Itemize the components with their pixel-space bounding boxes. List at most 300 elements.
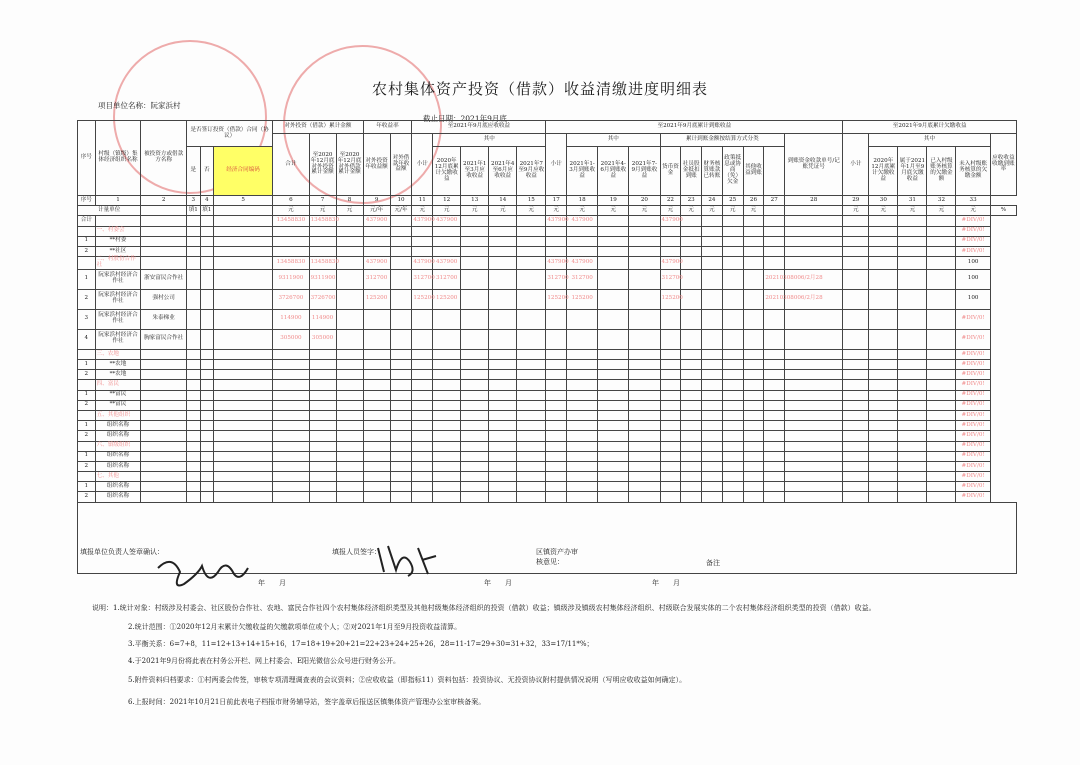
table-cell: [363, 309, 390, 329]
table-cell: 125200: [567, 289, 598, 309]
table-cell: [433, 472, 461, 482]
table-cell: 2: [78, 289, 96, 309]
column-number: 14: [489, 196, 517, 206]
table-cell: [461, 370, 489, 380]
table-cell: [681, 390, 702, 400]
table-cell: [785, 349, 843, 359]
table-cell: 100: [956, 269, 990, 289]
table-cell: [927, 431, 956, 441]
table-cell: [843, 492, 869, 502]
footnote-line: 4.于2021年9月份将此表在村务公开栏、网上村委会、E阳光微信公众号进行财务公开。: [128, 657, 401, 665]
table-cell: [363, 226, 390, 236]
table-row: [78, 472, 1017, 482]
table-cell: [200, 410, 214, 420]
table-cell: [433, 410, 461, 420]
table-cell: [743, 400, 764, 410]
table-cell: 125200: [546, 289, 567, 309]
table-cell: [785, 390, 843, 400]
column-number: 7: [309, 196, 336, 206]
table-cell: [629, 390, 660, 400]
table-cell: [187, 349, 201, 359]
table-cell: [336, 390, 363, 400]
table-cell: [598, 349, 629, 359]
table-cell: [546, 390, 567, 400]
table-cell: [489, 421, 517, 431]
table-cell: [660, 390, 681, 400]
table-cell: 1: [78, 482, 96, 492]
table-cell: [785, 380, 843, 390]
table-cell: [927, 236, 956, 246]
hdr-paid-group: 至2021年9月底累计到账收益: [546, 121, 843, 134]
table-cell: [309, 482, 336, 492]
hdr-total-invest: 对外投资（借款）累计金额: [273, 121, 363, 134]
table-cell: #DIV/0!: [956, 441, 990, 451]
table-row: [78, 441, 1017, 451]
table-row: [78, 257, 1017, 270]
table-cell: #DIV/0!: [956, 400, 990, 410]
table-cell: [517, 431, 546, 441]
footnote-line: 2.统计范围：①2020年12月末累计欠缴收益的欠缴款项单位或个人；②对2021年1月至9月投资收益清算。: [128, 623, 462, 631]
hdr-seq: 序号: [78, 121, 96, 196]
table-cell: [390, 492, 412, 502]
table-cell: [567, 329, 598, 349]
table-cell: 13458830: [273, 257, 309, 270]
column-number: 19: [598, 196, 629, 206]
table-cell: [363, 472, 390, 482]
table-cell: [309, 226, 336, 236]
unit-label-text: 项目单位名称：: [98, 101, 151, 110]
table-cell: [546, 329, 567, 349]
table-row: [78, 400, 1017, 410]
table-cell: [390, 309, 412, 329]
table-row: [78, 421, 1017, 431]
table-cell: [200, 492, 214, 502]
table-cell: [843, 236, 869, 246]
table-cell: [141, 441, 187, 451]
table-cell: #DIV/0!: [956, 380, 990, 390]
table-cell: [702, 226, 723, 236]
table-cell: [927, 441, 956, 451]
table-cell: [461, 410, 489, 420]
table-cell: [702, 269, 723, 289]
table-cell: [567, 246, 598, 256]
table-cell: [517, 309, 546, 329]
table-cell: [390, 400, 412, 410]
table-cell: [869, 289, 898, 309]
table-cell: [898, 492, 927, 502]
table-cell: [273, 380, 309, 390]
table-cell: #DIV/0!: [956, 431, 990, 441]
table-cell: [843, 329, 869, 349]
table-cell: [309, 246, 336, 256]
table-cell: [363, 236, 390, 246]
table-cell: [702, 257, 723, 270]
table-cell: [702, 482, 723, 492]
hdr-no: 否: [200, 147, 214, 196]
stat-date: 截止日期：2021年9月底: [423, 114, 507, 123]
table-cell: [567, 482, 598, 492]
table-cell: [927, 216, 956, 226]
column-number: 13: [461, 196, 489, 206]
table-cell: [363, 390, 390, 400]
table-cell: [517, 360, 546, 370]
table-cell: [702, 472, 723, 482]
table-cell: [461, 400, 489, 410]
table-cell: [412, 236, 433, 246]
table-row: [78, 370, 1017, 380]
table-cell: [187, 370, 201, 380]
table-cell: [214, 461, 273, 471]
hdr-20: 2021年7-9月到账收益: [629, 147, 660, 196]
table-cell: [898, 309, 927, 329]
table-cell: [660, 380, 681, 390]
table-cell: [309, 472, 336, 482]
table-cell: 1: [78, 360, 96, 370]
table-cell: [567, 380, 598, 390]
table-cell: [433, 421, 461, 431]
table-cell: [598, 441, 629, 451]
table-cell: [660, 482, 681, 492]
table-cell: [743, 421, 764, 431]
table-cell: [702, 309, 723, 329]
table-cell: [214, 451, 273, 461]
table-cell: [461, 269, 489, 289]
table-cell: [336, 482, 363, 492]
table-cell: [390, 461, 412, 471]
table-cell: [660, 309, 681, 329]
table-cell: [461, 329, 489, 349]
table-cell: [309, 390, 336, 400]
table-cell: 五、其他组织: [95, 410, 141, 420]
unit-yuan: 元: [681, 206, 702, 216]
filler-signature: [372, 538, 442, 583]
column-number: 6: [273, 196, 309, 206]
table-cell: [598, 492, 629, 502]
table-cell: [546, 482, 567, 492]
table-cell: [843, 461, 869, 471]
table-cell: [461, 472, 489, 482]
footnote-line: 3.平衡关系：6=7+8，11=12+13+14+15+16，17=18+19+20+21=22+23+24+25+26，28=11-17=29+30=31+32，33=17/11*%；: [128, 640, 594, 648]
table-cell: [78, 349, 96, 359]
table-cell: [785, 410, 843, 420]
table-cell: [785, 309, 843, 329]
table-cell: [567, 349, 598, 359]
table-cell: [743, 451, 764, 461]
table-cell: [214, 390, 273, 400]
table-cell: 二、村股份合作社: [95, 257, 141, 270]
table-row: [78, 236, 1017, 246]
table-cell: [743, 370, 764, 380]
unit-yuan: 元: [489, 206, 517, 216]
table-cell: [461, 226, 489, 236]
table-cell: [517, 421, 546, 431]
hdr-27: 到账资金收款单号/记账凭证号: [785, 134, 843, 196]
table-cell: [567, 226, 598, 236]
table-cell: [898, 226, 927, 236]
table-cell: 2: [78, 431, 96, 441]
table-cell: [743, 246, 764, 256]
table-cell: [214, 472, 273, 482]
table-cell: [78, 257, 96, 270]
table-cell: [681, 421, 702, 431]
table-cell: [363, 482, 390, 492]
table-cell: #DIV/0!: [956, 246, 990, 256]
table-cell: [681, 236, 702, 246]
table-cell: [598, 226, 629, 236]
table-cell: [214, 349, 273, 359]
table-cell: [681, 226, 702, 236]
table-cell: [336, 360, 363, 370]
table-cell: [681, 257, 702, 270]
table-cell: [722, 269, 743, 289]
table-cell: [681, 269, 702, 289]
table-cell: [702, 451, 723, 461]
table-cell: [461, 360, 489, 370]
table-cell: 125200: [363, 289, 390, 309]
table-cell: [567, 472, 598, 482]
table-cell: [743, 441, 764, 451]
table-cell: 组织名称: [95, 431, 141, 441]
table-cell: [273, 400, 309, 410]
table-cell: [141, 421, 187, 431]
table-cell: [927, 226, 956, 236]
table-cell: [363, 329, 390, 349]
table-cell: [187, 492, 201, 502]
table-cell: [141, 370, 187, 380]
table-cell: [141, 360, 187, 370]
table-cell: #DIV/0!: [956, 451, 990, 461]
table-cell: [927, 289, 956, 309]
table-cell: [702, 246, 723, 256]
table-cell: [363, 380, 390, 390]
table-cell: [702, 492, 723, 502]
unit-yuan: 元: [412, 206, 433, 216]
table-cell: [489, 451, 517, 461]
table-cell: 3726700: [273, 289, 309, 309]
table-cell: 2: [78, 400, 96, 410]
table-cell: [722, 329, 743, 349]
table-cell: [78, 410, 96, 420]
hdr-25: 政策抵息或协商（免）欠金: [722, 147, 743, 196]
unit-c3: 填1: [187, 206, 201, 216]
table-cell: [722, 246, 743, 256]
table-cell: [517, 349, 546, 359]
table-cell: [517, 390, 546, 400]
unit-rate: 元/年: [363, 206, 390, 216]
table-cell: [273, 246, 309, 256]
table-cell: [309, 492, 336, 502]
table-cell: [187, 431, 201, 441]
table-cell: [898, 390, 927, 400]
table-cell: [412, 451, 433, 461]
table-cell: [489, 216, 517, 226]
table-cell: [214, 226, 273, 236]
table-cell: [273, 349, 309, 359]
table-cell: [214, 421, 273, 431]
table-cell: 阮家浜村经济合作社: [95, 269, 141, 289]
table-cell: 312700: [433, 269, 461, 289]
table-cell: [273, 370, 309, 380]
table-cell: [412, 309, 433, 329]
table-cell: [598, 216, 629, 226]
table-cell: [489, 360, 517, 370]
hdr-18: 2021年1-3月到账收益: [567, 147, 598, 196]
table-cell: 125200: [433, 289, 461, 309]
table-cell: **富民: [95, 390, 141, 400]
table-cell: [702, 360, 723, 370]
table-cell: [785, 421, 843, 431]
table-cell: [567, 360, 598, 370]
table-cell: [433, 236, 461, 246]
table-cell: [702, 461, 723, 471]
table-cell: [141, 226, 187, 236]
table-cell: [546, 441, 567, 451]
hdr-contract: 是否签订投资（借款）合同（协议）: [187, 121, 273, 147]
hdr-26: 其他收益到账: [743, 147, 764, 196]
column-number: 20: [629, 196, 660, 206]
table-cell: [390, 472, 412, 482]
table-cell: [517, 441, 546, 451]
table-cell: [433, 451, 461, 461]
leader-sign-date: 年 月: [258, 579, 286, 587]
hdr-village: 村级（镇级）集体经济组织名称: [95, 121, 141, 196]
table-row: [78, 431, 1017, 441]
table-cell: [187, 226, 201, 236]
unit-yuan: 元: [433, 206, 461, 216]
table-cell: [927, 257, 956, 270]
table-cell: [336, 492, 363, 502]
table-cell: [433, 226, 461, 236]
unit-name: 阮家浜村: [150, 101, 181, 110]
table-cell: [461, 390, 489, 400]
table-cell: [489, 257, 517, 270]
table-cell: [390, 349, 412, 359]
table-cell: [141, 390, 187, 400]
table-cell: [702, 329, 723, 349]
unit-label: [98, 100, 181, 111]
table-cell: [546, 400, 567, 410]
table-cell: [390, 329, 412, 349]
table-cell: [412, 349, 433, 359]
table-cell: 312700: [567, 269, 598, 289]
column-number: 31: [898, 196, 927, 206]
table-cell: [517, 329, 546, 349]
table-cell: [764, 431, 785, 441]
table-cell: #DIV/0!: [956, 472, 990, 482]
table-cell: [200, 451, 214, 461]
table-cell: [517, 236, 546, 246]
table-cell: [200, 482, 214, 492]
table-cell: [598, 390, 629, 400]
table-cell: [722, 309, 743, 329]
table-cell: [187, 309, 201, 329]
table-cell: [390, 390, 412, 400]
table-cell: [629, 451, 660, 461]
table-cell: [898, 289, 927, 309]
table-cell: 114900: [309, 309, 336, 329]
reviewer-sign-date: 年 月: [652, 579, 680, 587]
table-cell: [78, 380, 96, 390]
table-cell: 312700: [363, 269, 390, 289]
table-cell: [681, 492, 702, 502]
table-cell: [336, 451, 363, 461]
table-cell: [273, 451, 309, 461]
table-cell: [546, 246, 567, 256]
table-cell: 四、富民: [95, 380, 141, 390]
table-cell: [598, 309, 629, 329]
table-cell: [489, 349, 517, 359]
unit-yuan: 元: [461, 206, 489, 216]
table-cell: [869, 309, 898, 329]
table-cell: [412, 226, 433, 236]
table-cell: [273, 390, 309, 400]
table-cell: [629, 236, 660, 246]
table-cell: [722, 390, 743, 400]
table-cell: [681, 380, 702, 390]
table-cell: [336, 431, 363, 441]
table-cell: [433, 400, 461, 410]
table-cell: [629, 410, 660, 420]
table-cell: [187, 216, 201, 226]
table-cell: [722, 482, 743, 492]
table-cell: [517, 410, 546, 420]
table-cell: [869, 441, 898, 451]
table-cell: [743, 349, 764, 359]
reviewer-sign-label: 区镇资产办审核意见：: [536, 548, 578, 566]
table-cell: [141, 461, 187, 471]
table-cell: **社区: [95, 246, 141, 256]
table-cell: [546, 431, 567, 441]
table-cell: [363, 360, 390, 370]
table-cell: [200, 441, 214, 451]
table-cell: 朱泰梯业: [141, 309, 187, 329]
column-number: 8: [336, 196, 363, 206]
table-cell: 1: [78, 236, 96, 246]
table-cell: [273, 441, 309, 451]
table-cell: [187, 269, 201, 289]
table-row: [78, 269, 1017, 289]
table-cell: [598, 451, 629, 461]
table-cell: [567, 441, 598, 451]
table-cell: [843, 360, 869, 370]
hdr-yes: 是: [187, 147, 201, 196]
table-cell: 312700: [660, 269, 681, 289]
table-cell: [412, 482, 433, 492]
table-cell: [141, 410, 187, 420]
table-cell: [489, 410, 517, 420]
table-cell: [722, 431, 743, 441]
table-cell: [681, 360, 702, 370]
table-cell: [489, 431, 517, 441]
table-cell: [517, 289, 546, 309]
table-cell: [598, 410, 629, 420]
table-cell: [78, 441, 96, 451]
table-cell: 2: [78, 492, 96, 502]
table-cell: [214, 269, 273, 289]
column-number: 29: [843, 196, 869, 206]
hdr-owed-of-which: 其中: [869, 134, 990, 147]
table-cell: [461, 289, 489, 309]
hdr-12: 2020年12月底累计欠缴收益: [433, 147, 461, 196]
table-cell: 组织名称: [95, 492, 141, 502]
table-cell: [764, 349, 785, 359]
table-cell: [273, 472, 309, 482]
table-cell: [598, 236, 629, 246]
table-cell: [785, 329, 843, 349]
table-cell: 组织名称: [95, 421, 141, 431]
unit-yuan: 元: [309, 206, 336, 216]
table-cell: [598, 472, 629, 482]
